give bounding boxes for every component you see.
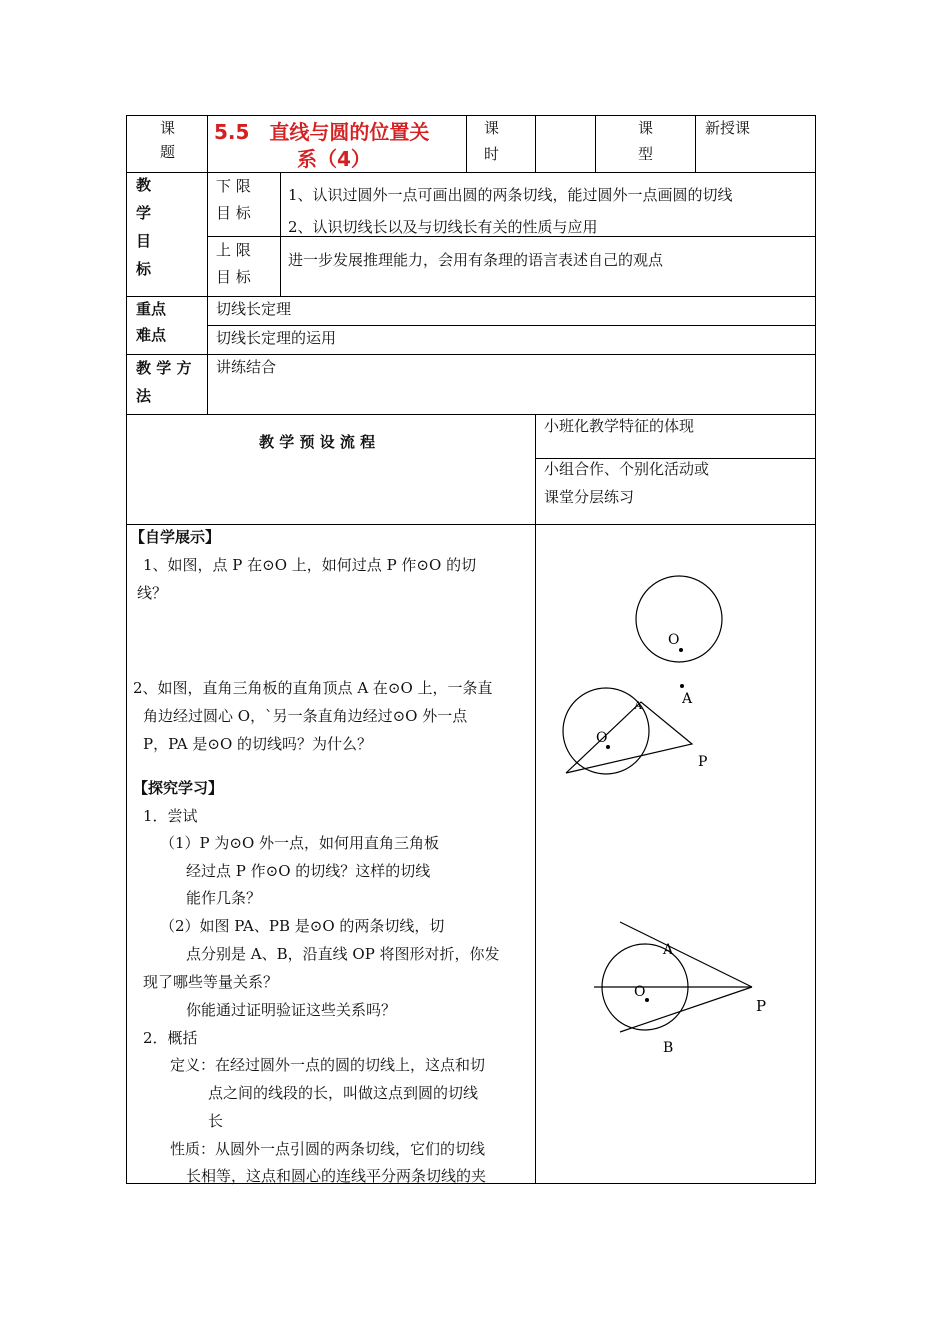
figure-circle-point-a (636, 576, 722, 707)
goals-label-4: 标 (136, 260, 152, 278)
flow-side-3: 课堂分层练习 (544, 488, 635, 506)
step1-1-line-2: 经过点 P 作⊙O 的切线？这样的切线 (186, 862, 431, 880)
figure1-circle (636, 576, 722, 662)
q2-line-1: 2、如图，直角三角板的直角顶点 A 在⊙O 上，一条直 (133, 679, 493, 697)
step1-2-line-4: 你能通过证明验证这些关系吗？ (186, 1001, 397, 1019)
figure2-point-label: P (698, 754, 708, 770)
step1-2-line-1: （2）如图 PA、PB 是⊙O 的两条切线，切 (160, 917, 445, 935)
topic-label: 课 (160, 119, 176, 137)
topic-label-2: 题 (160, 143, 176, 161)
lesson-title: 5.5 直线与圆的位置关 (214, 120, 430, 144)
figure-two-tangents (594, 922, 766, 1056)
goals-label-1: 教 (136, 176, 152, 194)
upper-goal-label-2: 目 标 (216, 268, 251, 286)
method-label: 教 学 方 (136, 359, 192, 377)
lower-goal-item-1: 1、认识过圆外一点可画出圆的两条切线，能过圆外一点画圆的切线 (288, 186, 733, 204)
self-study-heading: 【自学展示】 (130, 528, 221, 546)
step1-1-line-3: 能作几条？ (186, 889, 262, 907)
step1-1-line-1: （1）P 为⊙O 外一点，如何用直角三角板 (160, 834, 440, 852)
property-line-1: 性质：从圆外一点引圆的两条切线，它们的切线 (170, 1140, 486, 1158)
flow-side-2: 小组合作、个别化活动或 (544, 460, 710, 478)
q2-line-2: 角边经过圆心 O，`另一条直角边经过⊙O 外一点 (143, 707, 468, 725)
step2-heading: 2．概括 (143, 1029, 198, 1047)
q1-line-2: 线？ (137, 584, 168, 602)
upper-goal-label: 上 限 (216, 241, 251, 259)
figure3-center-dot (645, 998, 649, 1002)
keypoints-label-2: 难点 (136, 326, 167, 344)
flow-side-1: 小班化教学特征的体现 (544, 417, 695, 435)
step1-heading: 1．尝试 (143, 807, 198, 825)
figure3-center-label: O (634, 984, 646, 1000)
figure3-tangent-a-label: A (663, 942, 674, 958)
figure2-center-label: O (596, 730, 608, 746)
definition-line-2: 点之间的线段的长，叫做这点到圆的切线 (208, 1084, 479, 1102)
type-label-2: 型 (638, 145, 654, 163)
definition-line-3: 长 (208, 1112, 224, 1130)
figure1-center-label: O (668, 632, 680, 648)
property-line-2: 长相等，这点和圆心的连线平分两条切线的夹 (186, 1167, 487, 1185)
geometry-figures (536, 525, 814, 1182)
type-value: 新授课 (705, 119, 751, 137)
q1-line-1: 1、如图，点 P 在⊙O 上，如何过点 P 作⊙O 的切 (143, 556, 477, 574)
upper-goal-item: 进一步发展推理能力，会用有条理的语言表述自己的观点 (288, 251, 664, 269)
figure2-vertex-label: A (634, 699, 642, 712)
explore-heading: 【探究学习】 (133, 779, 224, 797)
q2-line-3: P，PA 是⊙O 的切线吗？为什么？ (143, 735, 373, 753)
figure1-center-dot (679, 648, 683, 652)
keypoints-label: 重点 (136, 300, 167, 318)
step1-2-line-3: 现了哪些等量关系？ (143, 973, 279, 991)
goals-label-2: 学 (136, 204, 152, 222)
period-label: 课 (484, 119, 500, 137)
lesson-title-cont: 系（4） (297, 147, 371, 171)
difficulty-point: 切线长定理的运用 (216, 329, 337, 347)
flow-header: 教 学 预 设 流 程 (259, 433, 376, 451)
key-point: 切线长定理 (216, 300, 292, 318)
figure3-point-label: P (756, 997, 767, 1015)
figure1-point-a-dot (680, 684, 684, 688)
period-label-2: 时 (484, 145, 500, 163)
definition-line-1: 定义：在经过圆外一点的圆的切线上，这点和切 (170, 1056, 486, 1074)
type-label: 课 (638, 119, 654, 137)
goals-label-3: 目 (136, 232, 152, 250)
lower-goal-label: 下 限 (216, 177, 251, 195)
lower-goal-label-2: 目 标 (216, 204, 251, 222)
method-value: 讲练结合 (216, 358, 277, 376)
lower-goal-item-2: 2、认识切线长以及与切线长有关的性质与应用 (288, 218, 598, 236)
figure3-tangent-b-label: B (663, 1040, 674, 1056)
figure2-triangle (566, 702, 692, 773)
method-label-2: 法 (136, 387, 152, 405)
figure1-point-label: A (682, 691, 693, 707)
figure3-tangent-pa (620, 922, 752, 987)
step1-2-line-2: 点分别是 A、B，沿直线 OP 将图形对折，你发 (186, 945, 500, 963)
